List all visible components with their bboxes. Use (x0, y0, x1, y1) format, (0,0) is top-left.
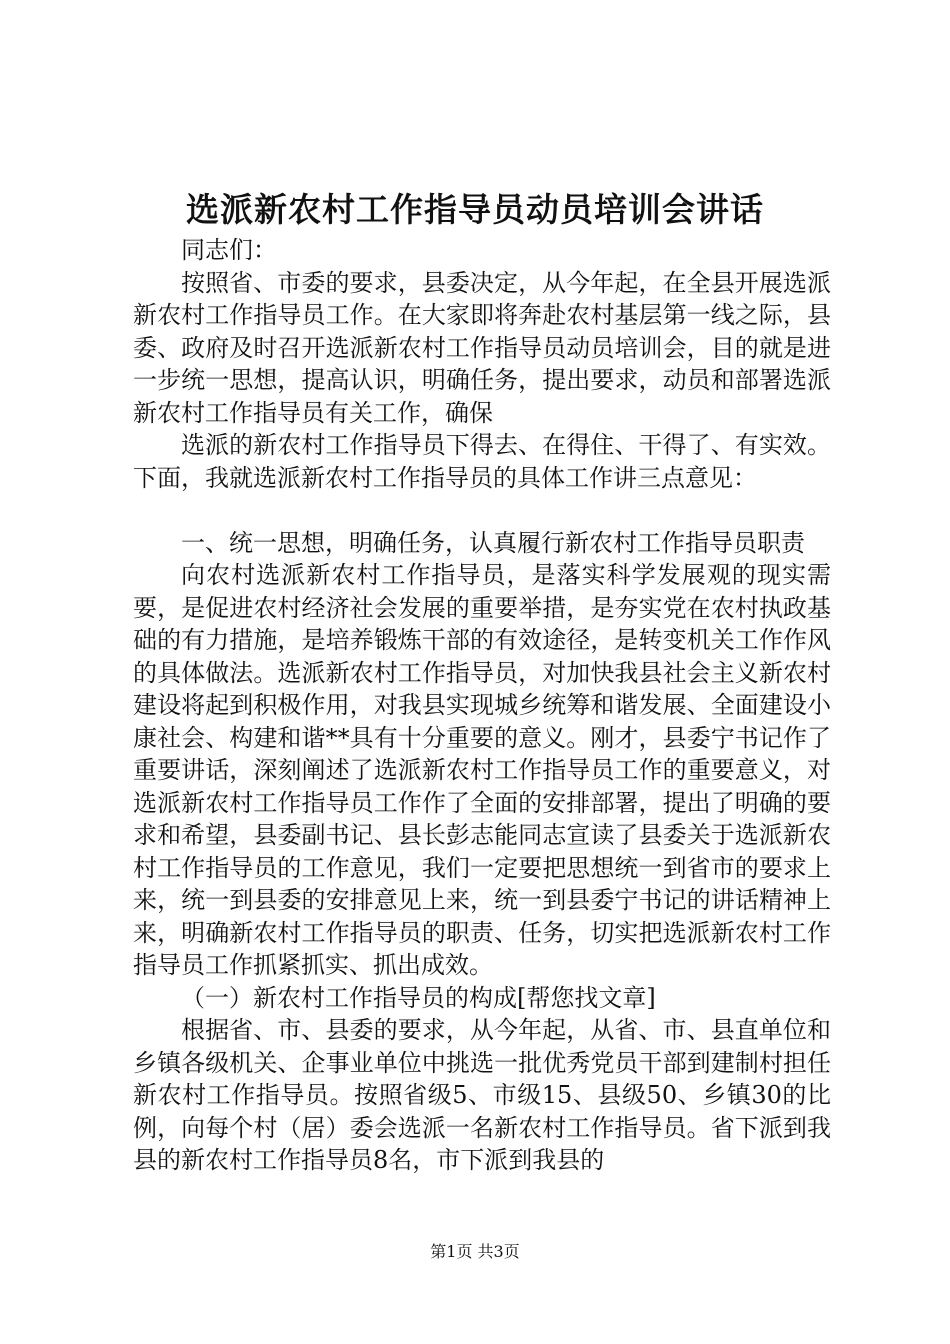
paragraph: 根据省、市、县委的要求，从今年起，从省、市、县直单位和乡镇各级机关、企事业单位中挑选一批优秀党员干部到建制村担任新农村工作指导员。按照省级5、市级15、县级50、乡镇30的比例，向每个村（居）委会选派一名新农村工作指导员。省下派到我县的新农村工作指导员8名，市下派到我县的 (133, 1016, 831, 1174)
salutation: 同志们： (181, 236, 277, 264)
section-heading: 一、统一思想，明确任务，认真履行新农村工作指导员职责 (181, 528, 805, 557)
paragraph: 选派的新农村工作指导员下得去、在得住、干得了、有实效。下面，我就选派新农村工作指导员的具体工作讲三点意见： (133, 431, 831, 492)
paragraph: 向农村选派新农村工作指导员，是落实科学发展观的现实需要，是促进农村经济社会发展的重要举措，是夯实党在农村执政基础的有力措施，是培养锻炼干部的有效途径，是转变机关工作作风的具体做法。选派新农村工作指导员，对加快我县社会主义新农村建设将起到积极作用，对我县实现城乡统筹和谐发展、全面建设小康社会、构建和谐**具有十分重要的意义。刚才，县委宁书记作了重要讲话，深刻阐述了选派新农村工作指导员工作的重要意义，对选派新农村工作指导员工作作了全面的安排部署，提出了明确的要求和希望，县委副书记、县长彭志能同志宣读了县委关于选派新农村工作指导员的工作意见，我们一定要把思想统一到省市的要求上来，统一到县委的安排意见上来，统一到县委宁书记的讲话精神上来，明确新农村工作指导员的职责、任务，切实把选派新农村工作指导员工作抓紧抓实、抓出成效。 (133, 561, 831, 979)
paragraph: 按照省、市委的要求，县委决定，从今年起，在全县开展选派新农村工作指导员工作。在大家即将奔赴农村基层第一线之际，县委、政府及时召开选派新农村工作指导员动员培训会，目的就是进一步统一思想，提高认识，明确任务，提出要求，动员和部署选派新农村工作指导员有关工作，确保 (133, 268, 831, 427)
document-title: 选派新农村工作指导员动员培训会讲话 (186, 190, 764, 229)
subsection-heading: （一）新农村工作指导员的构成[帮您找文章] (181, 983, 656, 1012)
document-body (133, 234, 831, 1177)
page-footer: 第1页 共3页 (430, 1242, 520, 1261)
paragraph-gap (133, 494, 831, 527)
